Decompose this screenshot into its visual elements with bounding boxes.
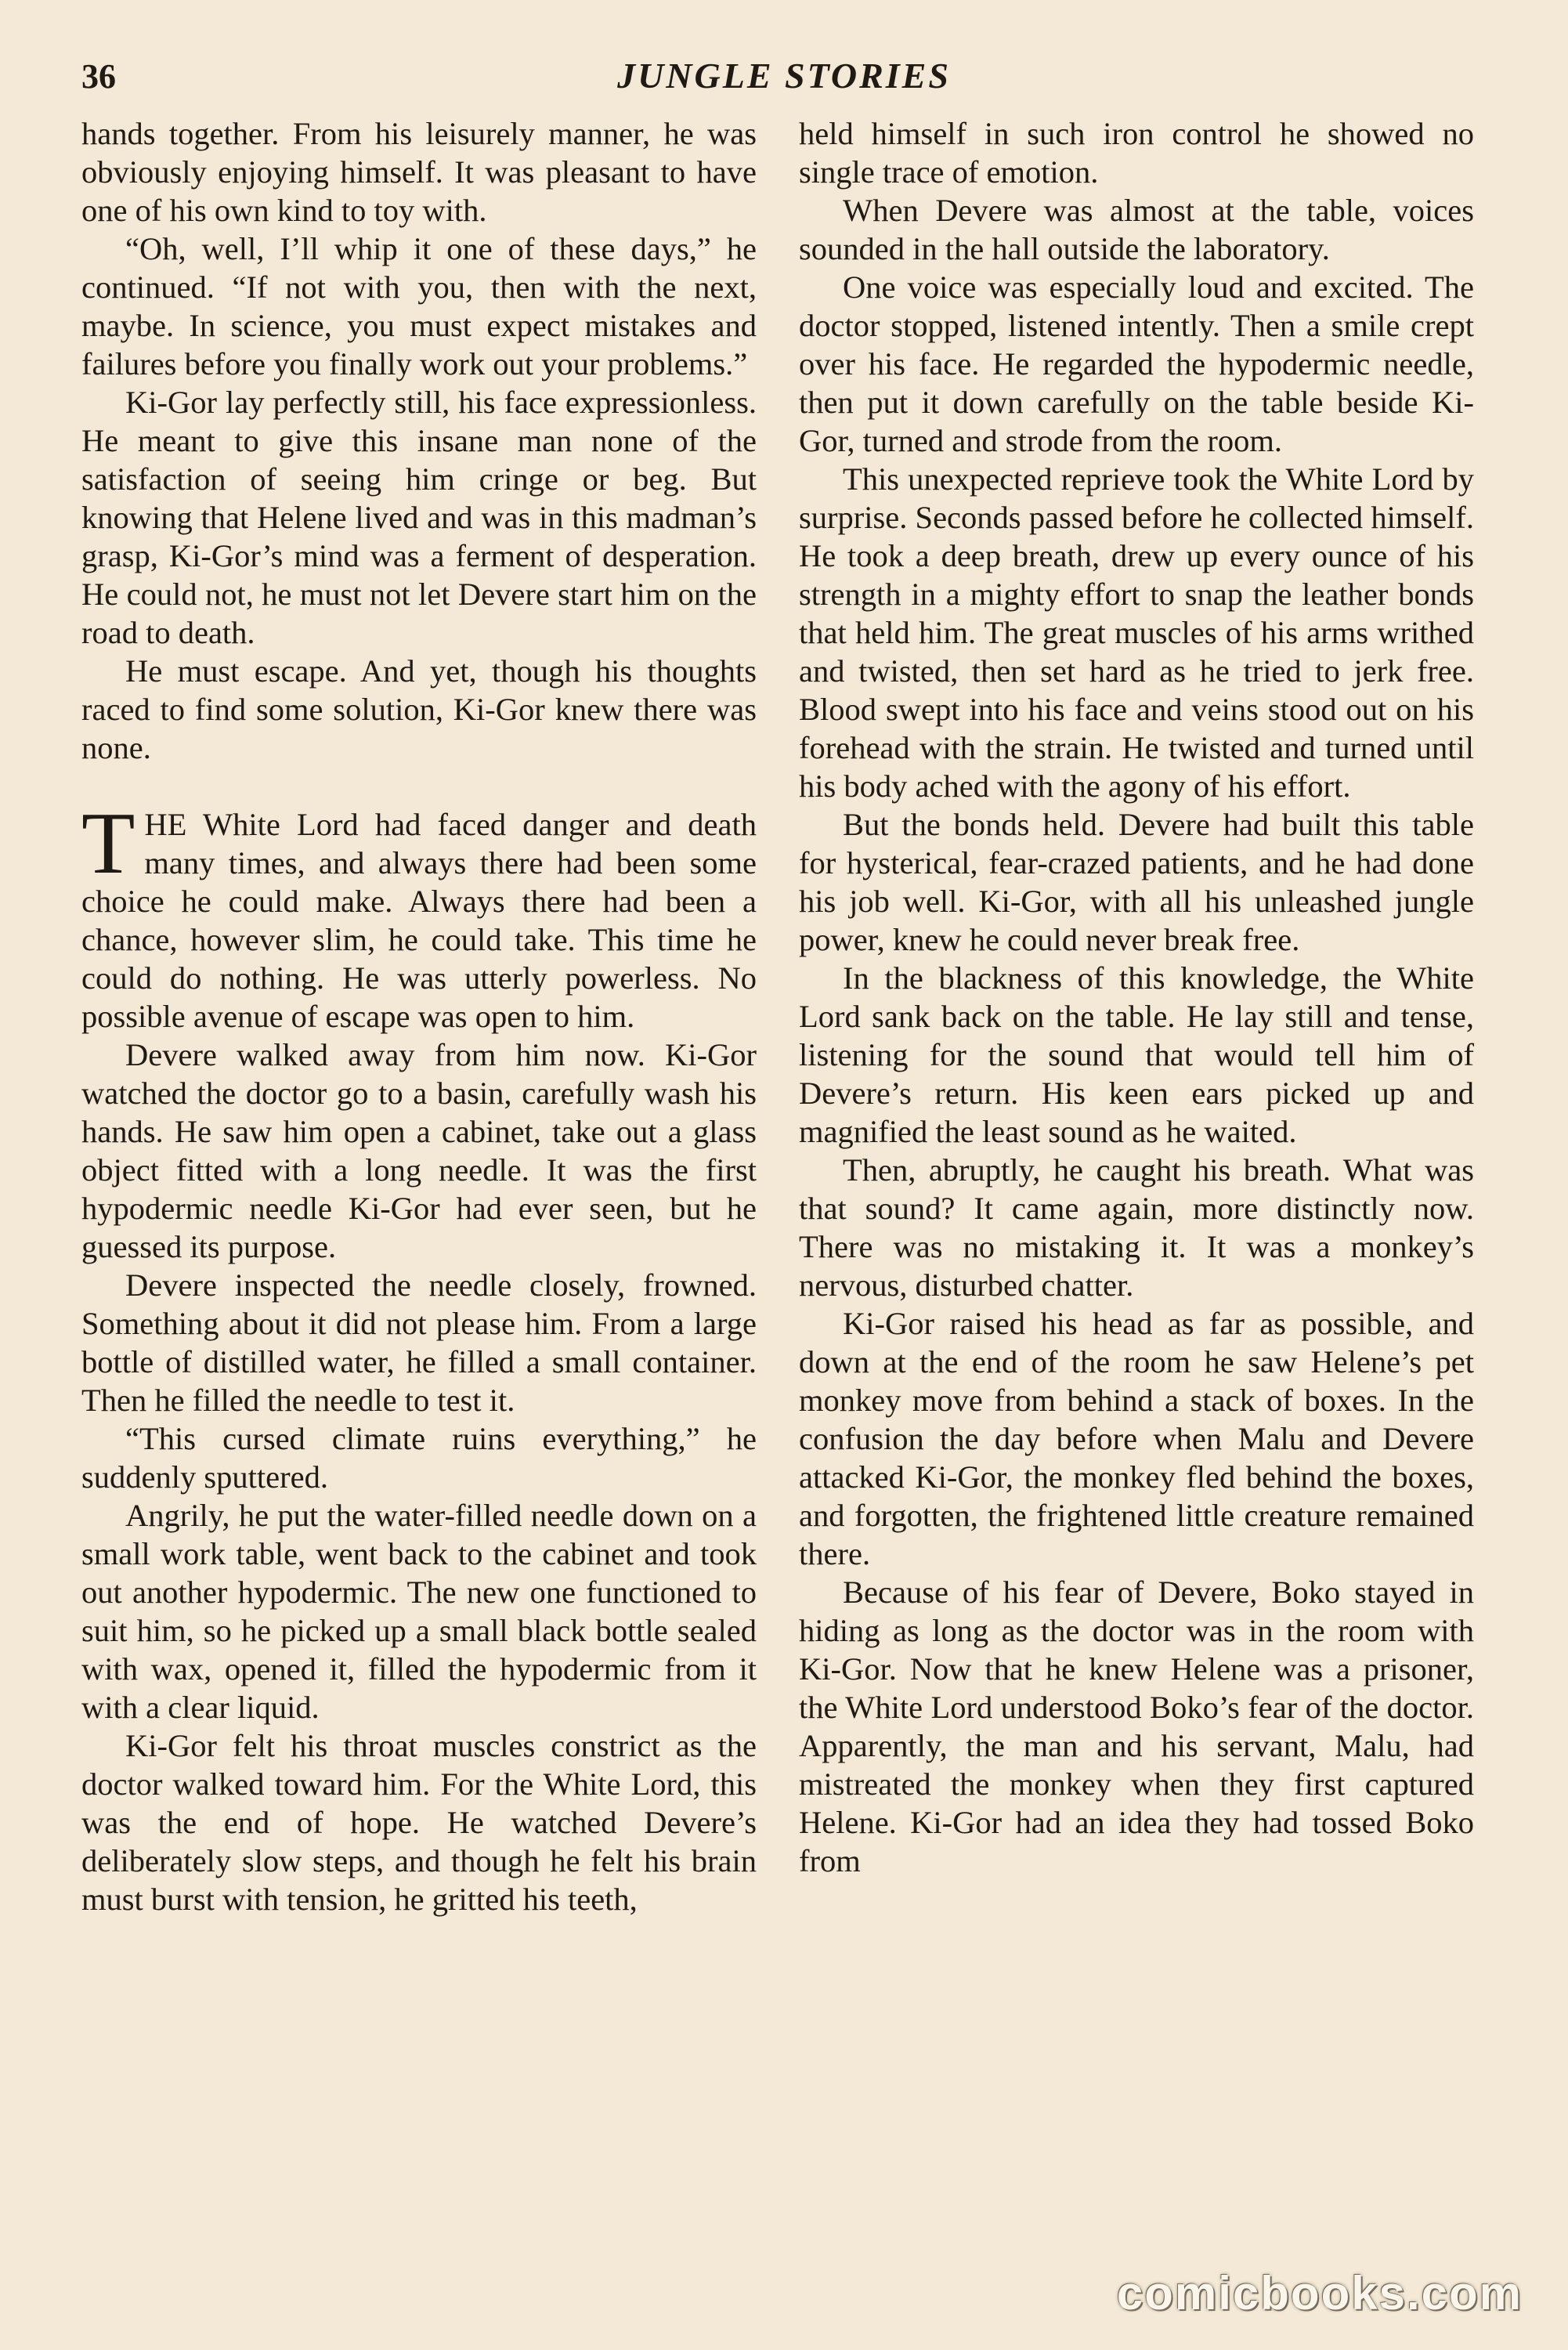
paragraph: Then, abruptly, he caught his breath. What was that sound? It came again, more distinctly now. There was no mistaking it. It was a monkey’s nervous, disturbed chatter. [799, 1152, 1474, 1303]
right-column [799, 114, 1474, 1880]
paragraph: hands together. From his leisurely manner, he was obviously enjoying himself. It was pleasant to have one of his own kind to toy with. [81, 116, 757, 228]
paragraph: He must escape. And yet, though his thoughts raced to find some solution, Ki-Gor knew there was none. [81, 653, 757, 765]
paragraph: held himself in such iron control he showed no single trace of emotion. [799, 116, 1474, 190]
paragraph: “This cursed climate ruins everything,” he suddenly sputtered. [81, 1421, 757, 1495]
drop-cap: T [81, 795, 135, 892]
paragraph: One voice was especially loud and excited. The doctor stopped, listened intently. Then a smile crept over his face. He regarded the hypodermic needle, then put it down carefully on the table beside Ki-Gor, turned and strode from the room. [799, 269, 1474, 458]
section-opening-text: HE White Lord had faced danger and death many times, and always there had been some choice he could make. Always there had been a chance, however slim, he could take. This time he could do nothing. He was utterly powerless. No possible avenue of escape was open to him. [81, 807, 757, 1034]
paragraph: Ki-Gor lay perfectly still, his face expressionless. He meant to give this insane man none of the satisfaction of seeing him cringe or beg. But knowing that Helene lived and was in this madman’s grasp, Ki-Gor’s mind was a ferment of desperation. He could not, he must not let Devere start him on the road to death. [81, 385, 757, 650]
paragraph: When Devere was almost at the table, voices sounded in the hall outside the laboratory. [799, 193, 1474, 266]
paragraph: Because of his fear of Devere, Boko stayed in hiding as long as the doctor was in the room with Ki-Gor. Now that he knew Helene was a prisoner, the White Lord understood Boko’s fear of the doctor. Apparently, the man and his servant, Malu, had mistreated the monkey when they first captured Helene. Ki-Gor had an idea they had tossed Boko from [799, 1574, 1474, 1878]
paragraph: Devere walked away from him now. Ki-Gor watched the doctor go to a basin, carefully wash his hands. He saw him open a cabinet, take out a glass object fitted with a long needle. It was the first hypodermic needle Ki-Gor had ever seen, but he guessed its purpose. [81, 1037, 757, 1264]
paragraph: Devere inspected the needle closely, frowned. Something about it did not please him. From a large bottle of distilled water, he filled a small container. Then he filled the needle to test it. [81, 1267, 757, 1418]
section-opening-paragraph [81, 795, 757, 1036]
running-title: JUNGLE STORIES [617, 56, 951, 96]
paragraph: This unexpected reprieve took the White Lord by surprise. Seconds passed before he collected himself. He took a deep breath, drew up every ounce of his strength in a mighty effort to snap the leather bonds that held him. The great muscles of his arms writhed and twisted, then set hard as he tried to jerk free. Blood swept into his face and veins stood out on his forehead with the strain. He twisted and turned until his body ached with the agony of his effort. [799, 461, 1474, 804]
page-number: 36 [81, 57, 116, 96]
paragraph: In the blackness of this knowledge, the White Lord sank back on the table. He lay still and tense, listening for the sound that would tell him of Devere’s return. His keen ears picked up and magnified the least sound as he waited. [799, 960, 1474, 1149]
paragraph: Ki-Gor felt his throat muscles constrict as the doctor walked toward him. For the White Lord, this was the end of hope. He watched Devere’s deliberately slow steps, and though he felt his brain must burst with tension, he gritted his teeth, [81, 1728, 757, 1917]
paragraph: Ki-Gor raised his head as far as possible, and down at the end of the room he saw Helene’s pet monkey move from behind a stack of boxes. In the confusion the day before when Malu and Devere attacked Ki-Gor, the monkey fled behind the boxes, and forgotten, the frightened little creature remained there. [799, 1306, 1474, 1571]
left-column [81, 114, 757, 1918]
paragraph: But the bonds held. Devere had built this table for hysterical, fear-crazed patients, and he had done his job well. Ki-Gor, with all his unleashed jungle power, knew he could never break free. [799, 807, 1474, 957]
paragraph: “Oh, well, I’ll whip it one of these days,” he continued. “If not with you, then with the next, maybe. In science, you must expect mistakes and failures before you finally work out your problems.” [81, 231, 757, 381]
watermark: comicbooks.com [1116, 2267, 1523, 2319]
paragraph: Angrily, he put the water-filled needle down on a small work table, went back to the cabinet and took out another hypodermic. The new one functioned to suit him, so he picked up a small black bottle sealed with wax, opened it, filled the hypodermic from it with a clear liquid. [81, 1498, 757, 1725]
